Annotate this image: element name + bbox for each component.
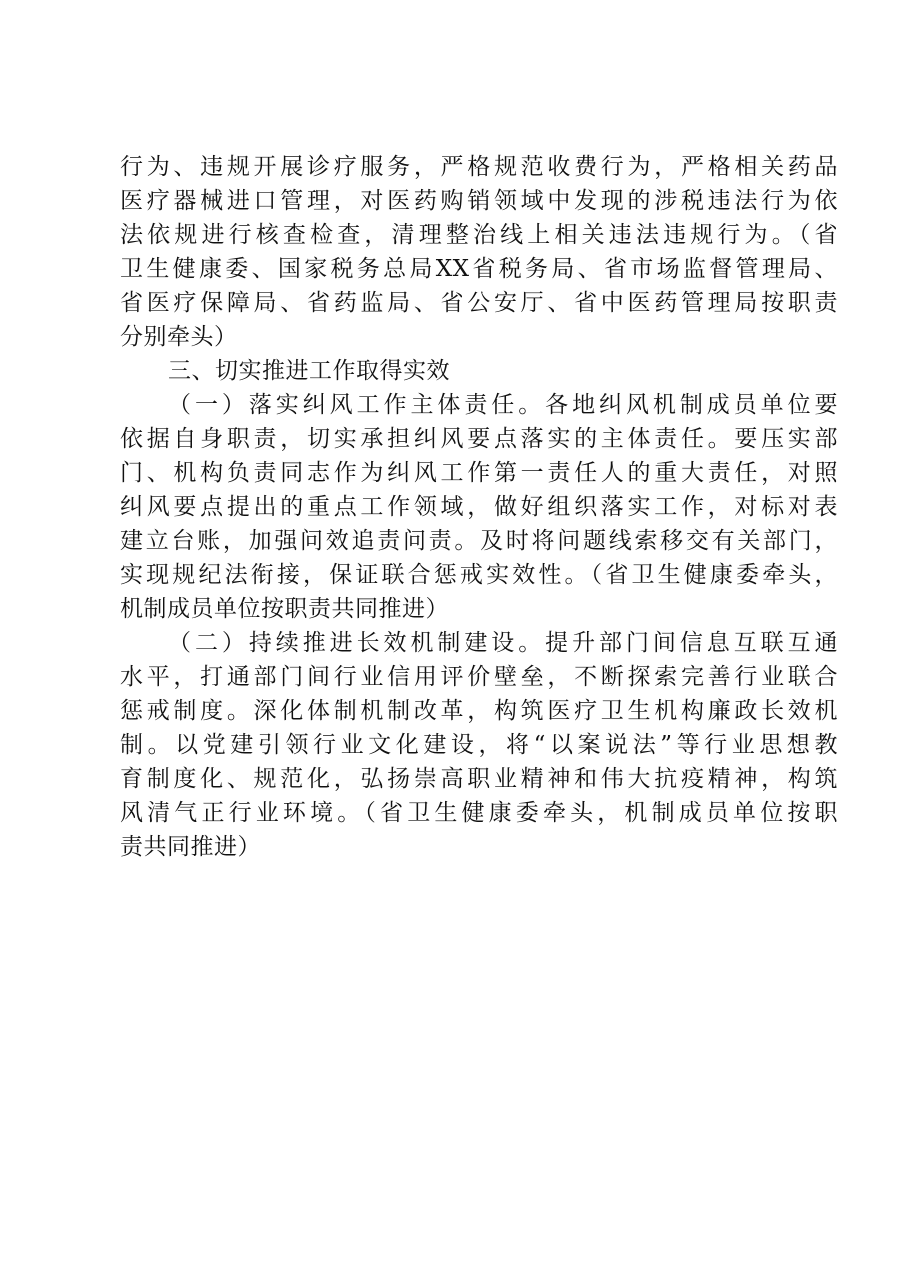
body-line: 省医疗保障局、省药监局、省公安厅、省中医药管理局按职责 <box>120 290 838 316</box>
paragraph-heading-line: （二）持续推进长效机制建设。提升部门间信息互联互通 <box>168 630 838 656</box>
body-line: 水平，打通部门间行业信用评价壁垒，不断探索完善行业联合 <box>120 664 838 690</box>
section-heading: 三、切实推进工作取得实效 <box>168 358 450 384</box>
body-line: 制。以党建引领行业文化建设，将“以案说法”等行业思想教 <box>120 732 838 758</box>
body-line: 风清气正行业环境。（省卫生健康委牵头，机制成员单位按职 <box>120 800 838 826</box>
body-line: 医疗器械进口管理，对医药购销领域中发现的涉税违法行为依 <box>120 188 838 214</box>
body-line: 法依规进行核查检查，清理整治线上相关违法违规行为。（省 <box>120 222 838 248</box>
body-line: 门、机构负责同志作为纠风工作第一责任人的重大责任，对照 <box>120 460 838 486</box>
body-line: 责共同推进） <box>120 834 261 860</box>
body-line: 卫生健康委、国家税务总局XX省税务局、省市场监督管理局、 <box>120 256 838 282</box>
body-line: 依据自身职责，切实承担纠风要点落实的主体责任。要压实部 <box>120 426 838 452</box>
body-line: 纠风要点提出的重点工作领域，做好组织落实工作，对标对表 <box>120 494 838 520</box>
body-line: 建立台账，加强问效追责问责。及时将问题线索移交有关部门， <box>120 528 838 554</box>
body-line: 惩戒制度。深化体制机制改革，构筑医疗卫生机构廉政长效机 <box>120 698 838 724</box>
body-line: 分别牵头） <box>120 324 238 350</box>
body-line: 育制度化、规范化，弘扬崇高职业精神和伟大抗疫精神，构筑 <box>120 766 838 792</box>
body-line: 机制成员单位按职责共同推进） <box>120 596 449 622</box>
paragraph-heading-line: （一）落实纠风工作主体责任。各地纠风机制成员单位要 <box>168 392 838 418</box>
body-line: 行为、违规开展诊疗服务，严格规范收费行为，严格相关药品 <box>120 154 838 180</box>
body-line: 实现规纪法衔接，保证联合惩戒实效性。（省卫生健康委牵头， <box>120 562 838 588</box>
document-body <box>120 150 838 864</box>
